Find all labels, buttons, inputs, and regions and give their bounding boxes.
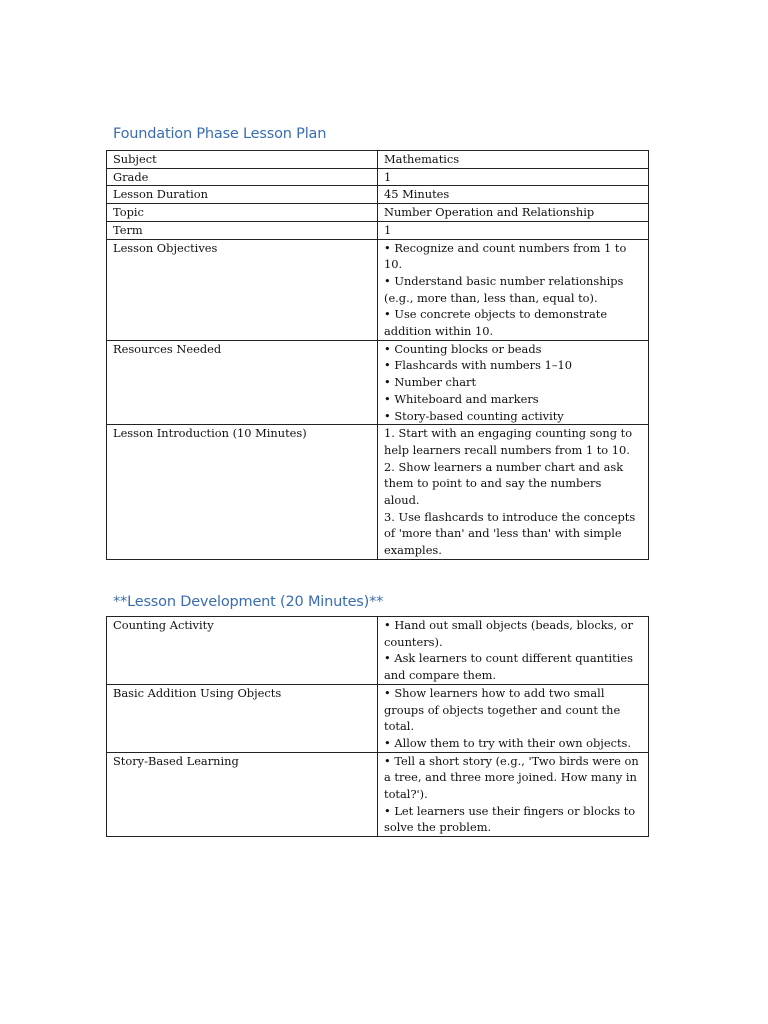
table-row [107,425,649,560]
table-row [107,617,649,685]
cell-text-line: • Whiteboard and markers [384,391,539,406]
lesson-info-table [106,150,649,560]
row-label-cell: Term [107,221,378,239]
cell-text-line: help learners recall numbers from 1 to 10. [384,442,630,457]
table-row [107,151,649,169]
cell-text-line: • Counting blocks or beads [384,341,542,356]
cell-text-line: • Tell a short story (e.g., 'Two birds were on [384,753,639,768]
row-label-cell: Counting Activity [107,617,378,685]
cell-text-line: • Hand out small objects (beads, blocks, or [384,618,634,632]
row-value-cell [378,186,649,204]
row-value-cell [378,168,649,186]
cell-text-line: total?'). [384,787,428,802]
row-label-cell: Lesson Introduction (10 Minutes) [107,425,378,560]
table-row [107,186,649,204]
row-value-cell [378,617,649,685]
row-value-cell [378,425,649,560]
cell-text-line: 3. Use flashcards to introduce the concepts [384,509,636,524]
cell-text-line: • Allow them to try with their own objects. [384,735,631,750]
row-label-cell: Lesson Duration [107,186,378,204]
cell-text-line: 45 Minutes [384,187,450,202]
row-value-cell [378,151,649,169]
table-row [107,168,649,186]
cell-text-line: aloud. [384,493,420,508]
row-value-cell [378,239,649,340]
cell-text-line: (e.g., more than, less than, equal to). [384,290,598,305]
row-label-cell: Resources Needed [107,340,378,425]
row-value-cell [378,204,649,222]
cell-text-line: examples. [384,543,442,558]
row-label-cell: Story-Based Learning [107,752,378,837]
cell-text-line: 1. Start with an engaging counting song to [384,426,633,441]
cell-text-line: a tree, and three more joined. How many in [384,770,637,785]
lesson-development-table [106,616,649,837]
cell-text-line: • Number chart [384,375,477,390]
row-label-cell: Lesson Objectives [107,239,378,340]
table-row [107,340,649,425]
row-label-cell: Basic Addition Using Objects [107,684,378,752]
table-row [107,752,649,837]
development-heading: **Lesson Development (20 Minutes)** [113,594,384,610]
cell-text-line: total. [384,719,415,734]
lesson-development-body [107,617,649,837]
cell-text-line: • Story-based counting activity [384,408,564,423]
cell-text-line: them to point to and say the numbers [384,476,602,491]
cell-text-line: Mathematics [384,152,460,166]
cell-text-line: counters). [384,634,443,649]
row-value-cell [378,752,649,837]
cell-text-line: • Let learners use their fingers or blocks to [384,803,636,818]
cell-text-line: • Show learners how to add two small [384,685,605,700]
cell-text-line: and compare them. [384,668,497,683]
row-value-cell [378,684,649,752]
cell-text-line: 2. Show learners a number chart and ask [384,459,624,474]
cell-text-line: 1 [384,222,392,237]
cell-text-line: 10. [384,257,403,272]
cell-text-line: solve the problem. [384,820,492,835]
cell-text-line: • Understand basic number relationships [384,273,624,288]
row-value-cell [378,221,649,239]
cell-text-line: • Ask learners to count different quantities [384,651,633,666]
document-title: Foundation Phase Lesson Plan [113,126,327,142]
table-row [107,684,649,752]
table-row [107,204,649,222]
lesson-info-body [107,151,649,560]
cell-text-line: 1 [384,169,392,184]
row-label-cell: Grade [107,168,378,186]
table-row [107,221,649,239]
cell-text-line: • Flashcards with numbers 1–10 [384,358,573,373]
row-label-cell: Topic [107,204,378,222]
row-value-cell [378,340,649,425]
row-label-cell: Subject [107,151,378,169]
cell-text-line: • Recognize and count numbers from 1 to [384,240,627,255]
table-row [107,239,649,340]
cell-text-line: groups of objects together and count the [384,702,621,717]
cell-text-line: • Use concrete objects to demonstrate [384,307,608,322]
cell-text-line: Number Operation and Relationship [384,205,595,220]
cell-text-line: of 'more than' and 'less than' with simple [384,526,622,541]
cell-text-line: addition within 10. [384,324,494,339]
